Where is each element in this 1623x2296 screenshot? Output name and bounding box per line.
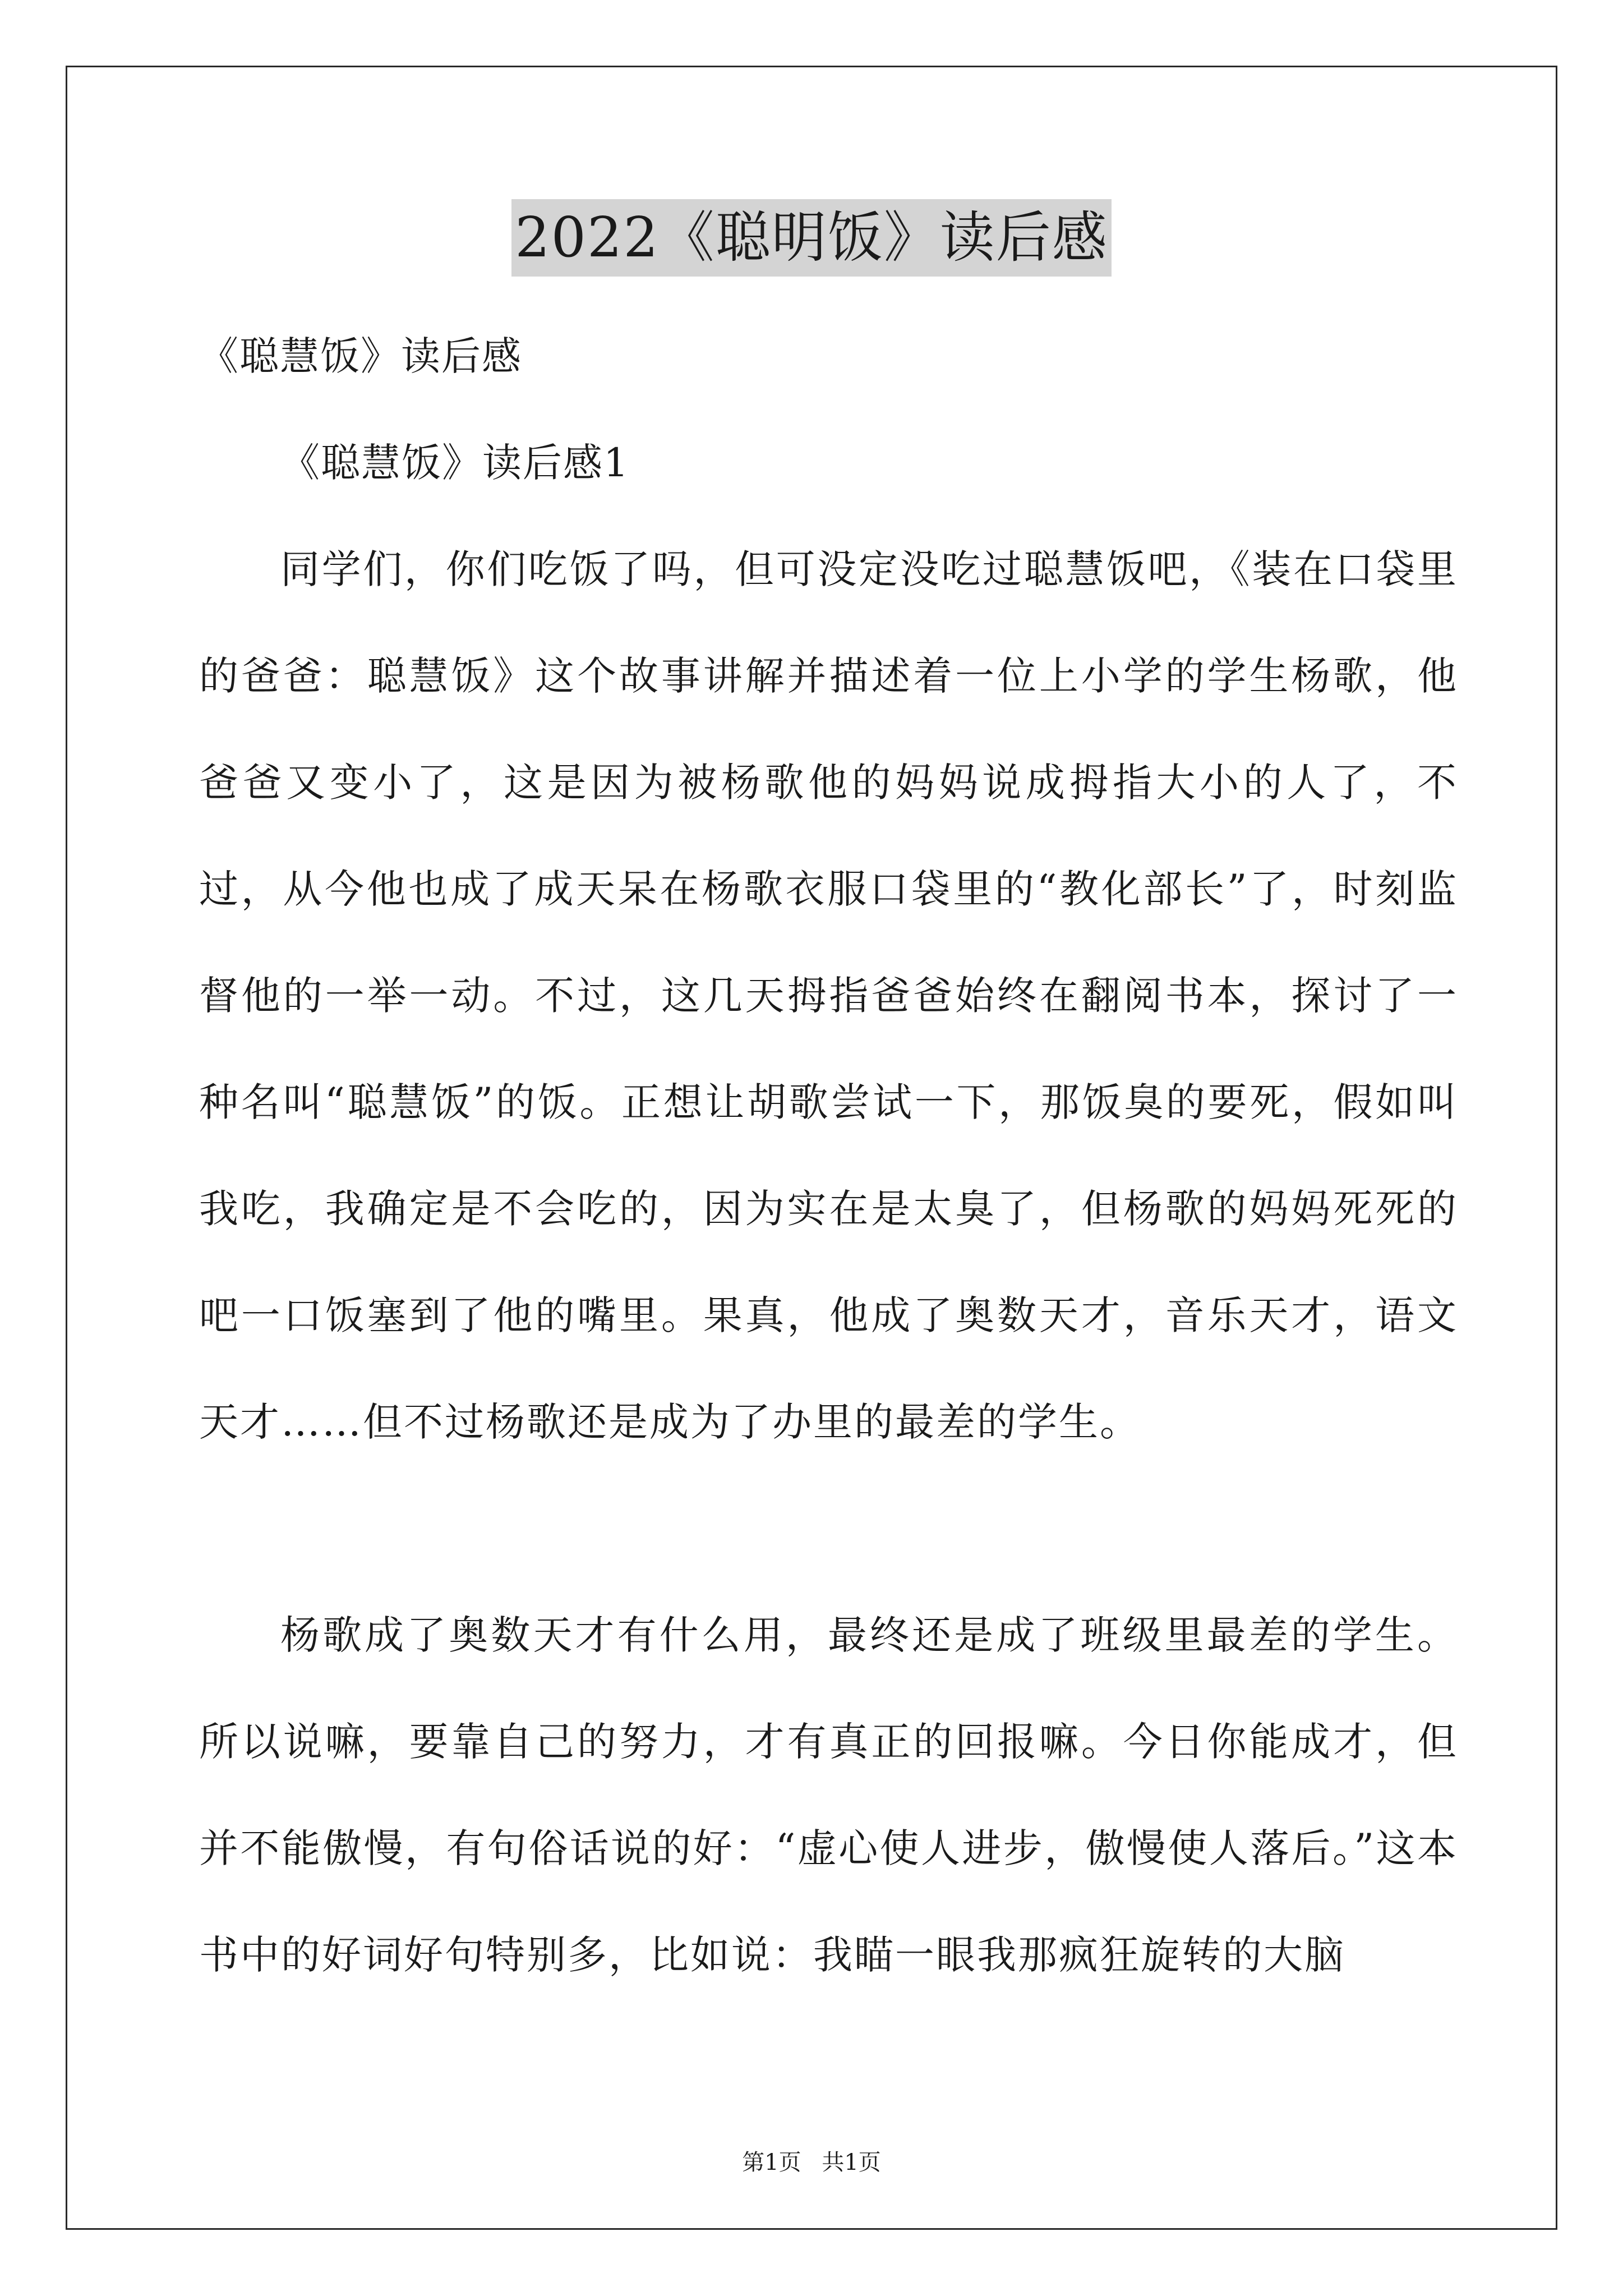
document-body xyxy=(199,303,1458,2008)
paragraph-1: 同学们，你们吃饭了吗，但可没定没吃过聪慧饭吧，《装在口袋里的爸爸：聪慧饭》这个故事讲解并描述着一位上小学的学生杨歌，他爸爸又变小了，这是因为被杨歌他的妈妈说成拇指大小的人了，不过，从今他也成了成天呆在杨歌衣服口袋里的“教化部长”了，时刻监督他的一举一动。不过，这几天拇指爸爸始终在翻阅书本，探讨了一种名叫“聪慧饭”的饭。正想让胡歌尝试一下，那饭臭的要死，假如叫我吃，我确定是不会吃的，因为实在是太臭了，但杨歌的妈妈死死的吧一口饭塞到了他的嘴里。果真，他成了奥数天才，音乐天才，语文天才……但不过杨歌还是成为了办里的最差的学生。 xyxy=(199,546,1458,1445)
title-container xyxy=(0,199,1623,277)
document-title: 2022《聪明饭》读后感 xyxy=(511,199,1111,277)
intro-heading: 《聪慧饭》读后感 xyxy=(199,333,522,379)
page-current: 第1页 xyxy=(742,2150,801,2175)
page-total: 共1页 xyxy=(822,2150,881,2175)
page-footer xyxy=(0,2146,1623,2179)
paragraph-2: 杨歌成了奥数天才有什么用，最终还是成了班级里最差的学生。所以说嘛，要靠自己的努力，才有真正的回报嘛。今日你能成才，但并不能傲慢，有句俗话说的好：“虚心使人进步，傲慢使人落后。”这本书中的好词好句特别多，比如说：我瞄一眼我那疯狂旋转的大脑 xyxy=(199,1612,1458,1978)
paragraph-gap xyxy=(199,1475,1458,1582)
section-heading: 《聪慧饭》读后感1 xyxy=(280,440,630,486)
